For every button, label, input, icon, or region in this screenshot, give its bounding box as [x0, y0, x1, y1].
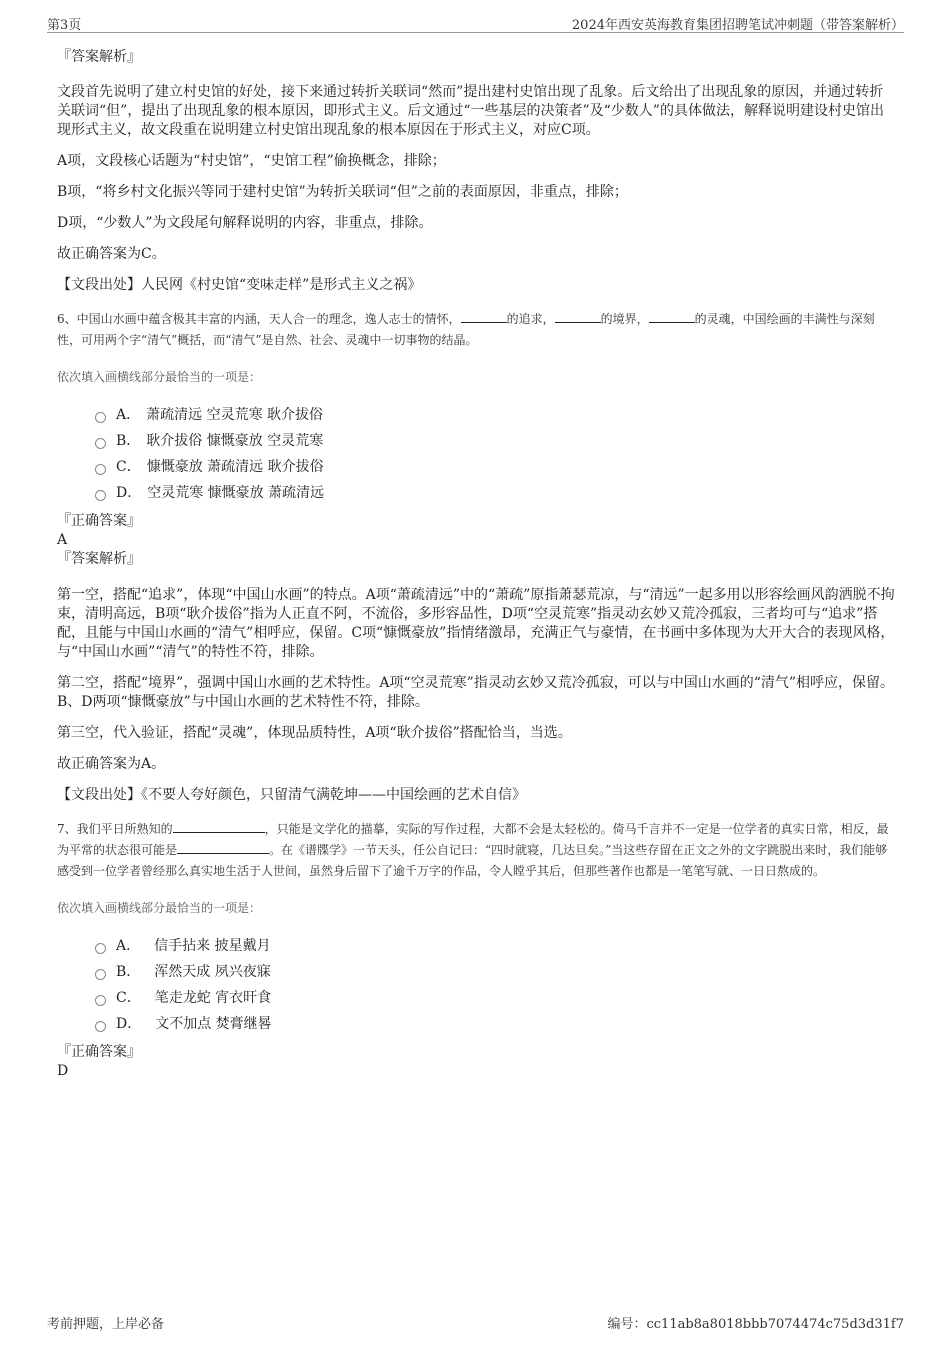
option-d[interactable]: D． 文不加点 焚膏继晷 — [95, 1011, 897, 1037]
question-7-stem: 7、我们平日所熟知的 ，只能是文学化的描摹，实际的写作过程，大都不会是太轻松的。倚马千言并不一定是一位学者的真实日常，相反，最为平常的状态很可能是 。在《谱牒学》一节天头，任公自记曰：“四时就寝，几达旦矣。”当这些存留在正文之外的文字跳脱出来时，我们能够感受到一位学者曾经那么真实地生活于人世间，虽然身后留下了逾千万字的作品，令人瞠乎其后，但那些著作也都是一笔笔写就、一日日熬成的。 — [57, 822, 889, 878]
option-a[interactable]: A． 萧疏清远 空灵荒寒 耿介拔俗 — [95, 402, 897, 428]
footer-slogan: 考前押题，上岸必备 — [47, 1317, 165, 1332]
option-text: 萧疏清远 空灵荒寒 耿介拔俗 — [146, 407, 324, 423]
question-7-instruction: 依次填入画横线部分最恰当的一项是： — [57, 901, 262, 915]
option-text: 浑然天成 夙兴夜寐 — [154, 964, 271, 980]
option-text: 空灵荒寒 慷慨豪放 萧疏清远 — [147, 485, 325, 501]
correct-answer-label: 『正确答案』 — [57, 513, 141, 529]
question-7-options — [95, 933, 897, 1037]
option-text: 文不加点 焚膏继晷 — [155, 1016, 272, 1032]
radio-button[interactable] — [95, 464, 106, 475]
radio-button[interactable] — [95, 490, 106, 501]
analysis-paragraph: 文段首先说明了建立村史馆的好处，接下来通过转折关联词“然而”提出建村史馆出现了乱象。后文给出了出现乱象的原因，并通过转折关联词“但”，提出了出现乱象的根本原因，即形式主义。后文通过“一些基层的决策者”及“少数人”的具体做法，解释说明建设村史馆出现形式主义，故文段重在说明建立村史馆出现乱象的根本原因在于形式主义，对应C项。 — [57, 84, 884, 138]
page-number: 第3页 — [47, 18, 82, 33]
passage-source: 【文段出处】人民网《村史馆“变味走样”是形式主义之祸》 — [57, 277, 422, 293]
document-title: 2024年西安英海教育集团招聘笔试冲刺题（带答案解析） — [571, 18, 904, 33]
analysis-paragraph: 第一空，搭配“追求”，体现“中国山水画”的特点。A项“萧疏清远”中的“萧疏”原指萧瑟荒凉，与“清远”一起多用以形容绘画风韵洒脱不拘束，清明高远，B项“耿介拔俗”指为人正直不阿，不流俗，多形容品性，D项“空灵荒寒”指灵动玄妙又荒冷孤寂，三者均可与“追求”搭配，且能与中国山水画的“清气”相呼应，保留。C项“慷慨豪放”指情绪激昂，充满正气与豪情，在书画中多体现为大开大合的表现风格，与“中国山水画”“清气”的特性不符，排除。 — [57, 587, 895, 660]
passage-source: 【文段出处】《不要人夸好颜色，只留清气满乾坤——中国绘画的艺术自信》 — [57, 787, 526, 803]
radio-button[interactable] — [95, 943, 106, 954]
option-c[interactable]: C． 慷慨豪放 萧疏清远 耿介拔俗 — [95, 454, 897, 480]
analysis-paragraph: 第二空，搭配“境界”，强调中国山水画的艺术特性。A项“空灵荒寒”指灵动玄妙又荒冷孤寂，可以与中国山水画的“清气”相呼应，保留。B、D两项“慷慨豪放”与中国山水画的艺术特性不符，排除。 — [57, 675, 895, 710]
radio-button[interactable] — [95, 412, 106, 423]
analysis-paragraph: 第三空，代入验证，搭配“灵魂”，体现品质特性，A项“耿介拔俗”搭配恰当，当选。 — [57, 725, 572, 741]
analysis-label: 『答案解析』 — [57, 551, 141, 567]
fill-blank — [649, 310, 695, 323]
option-text: 笔走龙蛇 宵衣旰食 — [154, 990, 272, 1006]
option-text: 耿介拔俗 慷慨豪放 空灵荒寒 — [146, 433, 324, 449]
final-answer: 故正确答案为A。 — [57, 756, 166, 772]
page-footer — [47, 1313, 904, 1333]
radio-button[interactable] — [95, 438, 106, 449]
option-a[interactable]: A． 信手拈来 披星戴月 — [95, 933, 897, 959]
correct-answer: A — [57, 532, 68, 548]
correct-answer-label: 『正确答案』 — [57, 1044, 141, 1060]
option-b[interactable]: B． 耿介拔俗 慷慨豪放 空灵荒寒 — [95, 428, 897, 454]
fill-blank — [555, 310, 601, 323]
question-6-stem: 6、中国山水画中蕴含极其丰富的内涵，天人合一的理念，逸人志士的情怀， 的追求， 的境界， 的灵魂，中国绘画的丰满性与深刻性，可用两个字“清气”概括，而“清气”是自然、社会、灵魂中一切事物的结晶。 — [57, 312, 875, 347]
question-6-instruction: 依次填入画横线部分最恰当的一项是： — [57, 370, 262, 384]
fill-blank — [461, 310, 507, 323]
question-6-options — [95, 402, 897, 506]
analysis-paragraph: A项，文段核心话题为“村史馆”，“史馆工程”偷换概念，排除； — [57, 153, 446, 169]
analysis-paragraph: D项，“少数人”为文段尾句解释说明的内容，非重点，排除。 — [57, 215, 433, 231]
option-d[interactable]: D． 空灵荒寒 慷慨豪放 萧疏清远 — [95, 480, 897, 506]
radio-button[interactable] — [95, 995, 106, 1006]
correct-answer: D — [57, 1063, 69, 1079]
radio-button[interactable] — [95, 969, 106, 980]
analysis-paragraph: B项，“将乡村文化振兴等同于建村史馆”为转折关联词“但”之前的表面原因，非重点，排除； — [57, 184, 628, 200]
radio-button[interactable] — [95, 1021, 106, 1032]
analysis-label: 『答案解析』 — [57, 49, 141, 65]
fill-blank — [173, 820, 265, 833]
final-answer: 故正确答案为C。 — [57, 246, 166, 262]
option-text: 信手拈来 披星戴月 — [154, 938, 271, 954]
option-b[interactable]: B． 浑然天成 夙兴夜寐 — [95, 959, 897, 985]
fill-blank — [177, 841, 269, 854]
document-code: 编号：cc11ab8a8018bbb7074474c75d3d31f7 — [607, 1317, 904, 1332]
main-content — [57, 45, 897, 1081]
option-c[interactable]: C． 笔走龙蛇 宵衣旰食 — [95, 985, 897, 1011]
option-text: 慷慨豪放 萧疏清远 耿介拔俗 — [146, 459, 324, 475]
page-header — [47, 12, 904, 33]
